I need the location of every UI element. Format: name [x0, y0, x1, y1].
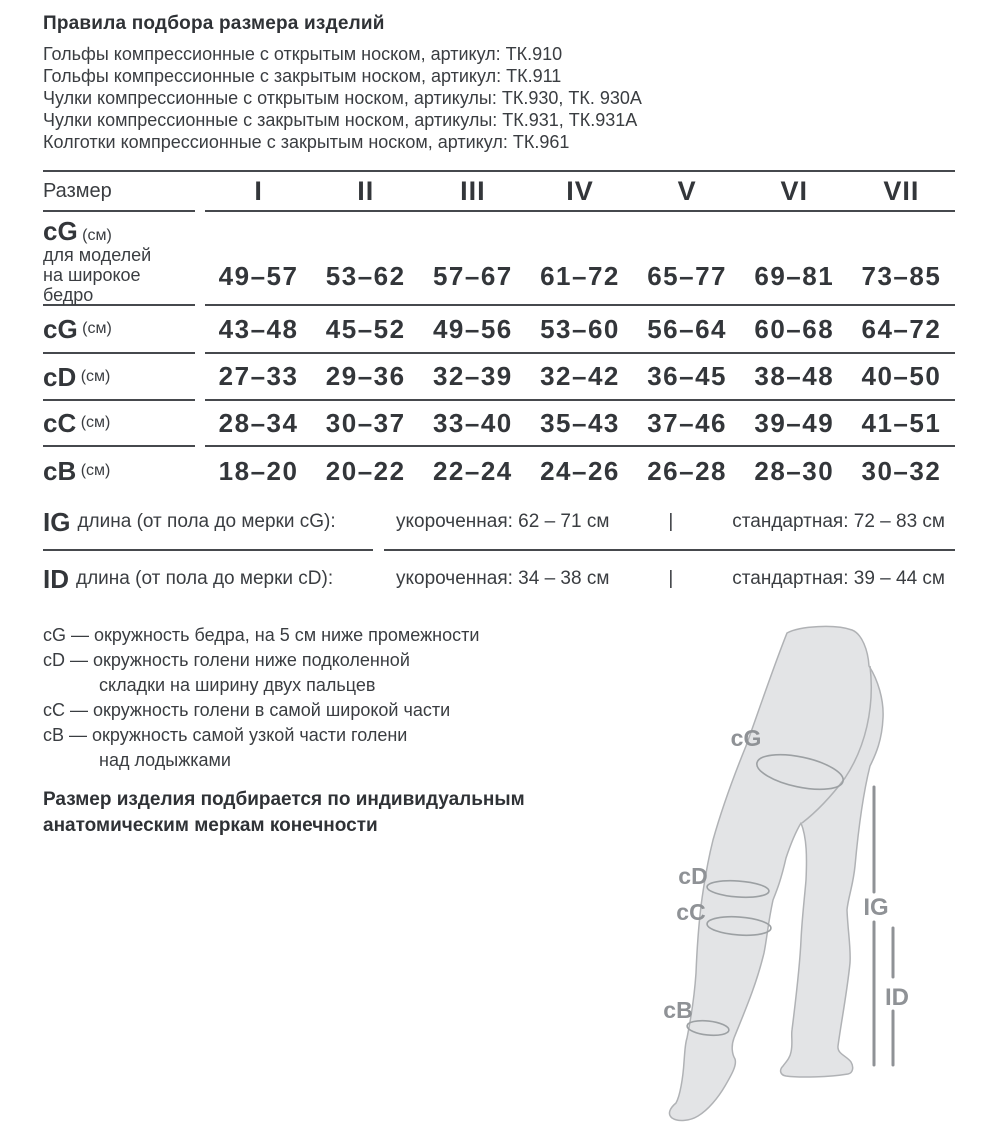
size-value: 28–34: [218, 407, 299, 438]
size-value: 30–37: [325, 407, 406, 438]
row-unit: (см): [80, 462, 111, 479]
size-value: 35–43: [540, 407, 620, 438]
size-value: 20–22: [325, 455, 406, 486]
row-note: на широкое: [43, 265, 141, 285]
legend-line: складки на ширину двух пальцев: [99, 675, 376, 695]
page-title: Правила подбора размера изделий: [43, 13, 385, 34]
legend-line: над лодыжками: [99, 750, 231, 770]
size-value: 22–24: [432, 455, 513, 486]
cc-label: cC: [676, 899, 706, 925]
size-value: 28–30: [754, 455, 835, 486]
table-row-cc: [43, 401, 955, 447]
column-header: II: [357, 175, 375, 206]
legend-line: cB — окружность самой узкой части голени: [43, 725, 408, 745]
column-header: VI: [780, 175, 809, 206]
size-value: 26–28: [647, 455, 728, 486]
column-header: I: [254, 175, 263, 206]
id-label: ID: [885, 984, 909, 1011]
size-value: 64–72: [861, 313, 942, 344]
length-standard-option: стандартная: 72 – 83 см: [732, 511, 945, 532]
table-row-cg-wide-hip: [43, 212, 955, 306]
size-value: 38–48: [754, 361, 835, 391]
size-value: 41–51: [861, 407, 942, 438]
length-short-option: укороченная: 62 – 71 см: [396, 511, 610, 532]
size-value: 45–52: [325, 313, 406, 344]
sizing-note: [43, 787, 603, 839]
row-code: cG: [43, 314, 78, 344]
row-code: cG: [43, 216, 78, 246]
size-value: 49–57: [218, 261, 299, 291]
size-value: 32–39: [432, 361, 513, 391]
column-header: III: [460, 175, 486, 206]
size-value: 39–49: [754, 407, 835, 438]
row-unit: (см): [80, 414, 111, 431]
length-standard-option: стандартная: 39 – 44 см: [732, 568, 945, 589]
size-value: 53–62: [325, 261, 406, 291]
legend-line: cC — окружность голени в самой широкой части: [43, 700, 451, 720]
legend-line: cD — окружность голени ниже подколенной: [43, 650, 410, 670]
product-line: Чулки компрессионные с открытым носком, артикулы: ТК.930, ТК. 930А: [43, 88, 642, 108]
table-row-cg: [43, 306, 955, 354]
cb-label: cB: [663, 997, 693, 1023]
product-line: Колготки компрессионные с закрытым носком, артикул: ТК.961: [43, 132, 570, 152]
length-divider: |: [668, 511, 674, 532]
size-value: 24–26: [540, 455, 620, 486]
row-note: бедро: [43, 285, 94, 305]
product-list: [43, 43, 955, 153]
cd-label: cD: [678, 863, 708, 889]
legs-illustration: [640, 618, 985, 1134]
row-note: для моделей: [43, 245, 152, 265]
size-value: 61–72: [540, 261, 620, 291]
sizing-note-line: Размер изделия подбирается по индивидуальным: [43, 789, 525, 810]
table-row-cb: [43, 447, 955, 495]
size-value: 37–46: [647, 407, 728, 438]
length-code: ID: [43, 564, 69, 594]
sizing-note-line: анатомическим меркам конечности: [43, 815, 378, 836]
column-header: IV: [566, 175, 594, 206]
length-row-id: [43, 551, 955, 607]
legend-line: cG — окружность бедра, на 5 см ниже промежности: [43, 625, 480, 645]
row-code: cD: [43, 361, 77, 392]
size-value: 69–81: [754, 261, 835, 291]
size-value: 60–68: [754, 313, 835, 344]
size-value: 73–85: [861, 261, 942, 291]
size-value: 33–40: [432, 407, 513, 438]
column-header: V: [677, 175, 697, 206]
row-unit: (см): [80, 367, 111, 385]
size-table-header-row: [43, 172, 955, 212]
table-row-cd: [43, 354, 955, 401]
row-code: cB: [43, 456, 77, 486]
length-short-option: укороченная: 34 – 38 см: [396, 568, 610, 589]
row-unit: (см): [82, 320, 112, 337]
size-value: 65–77: [647, 261, 728, 291]
product-line: Чулки компрессионные с закрытым носком, артикулы: ТК.931, ТК.931А: [43, 110, 638, 130]
leg-measurement-diagram: [640, 618, 985, 1134]
size-table: [43, 170, 955, 495]
size-value: 43–48: [218, 313, 299, 344]
row-code: cC: [43, 408, 77, 438]
size-value: 18–20: [218, 455, 299, 486]
length-divider: |: [668, 568, 674, 589]
length-code: IG: [43, 507, 71, 537]
size-value: 30–32: [861, 455, 942, 486]
size-value: 40–50: [861, 361, 942, 391]
column-header: VII: [883, 175, 920, 206]
size-value: 56–64: [647, 313, 728, 344]
size-value: 29–36: [325, 361, 406, 391]
size-value: 49–56: [432, 313, 513, 344]
size-table-corner-label: Размер: [43, 172, 195, 212]
length-label: длина (от пола до мерки cD):: [76, 568, 334, 589]
cg-label: cG: [730, 725, 762, 751]
product-line: Гольфы компрессионные с закрытым носком, артикул: ТК.911: [43, 66, 562, 86]
size-value: 27–33: [218, 361, 299, 391]
row-unit: (см): [82, 227, 112, 244]
length-label: длина (от пола до мерки cG):: [77, 511, 336, 532]
size-value: 32–42: [540, 361, 620, 391]
size-value: 57–67: [432, 261, 513, 291]
size-value: 36–45: [647, 361, 728, 391]
ig-label: IG: [863, 894, 889, 921]
product-line: Гольфы компрессионные с открытым носком, артикул: ТК.910: [43, 44, 563, 64]
length-row-ig: [43, 495, 955, 551]
size-value: 53–60: [540, 313, 620, 344]
